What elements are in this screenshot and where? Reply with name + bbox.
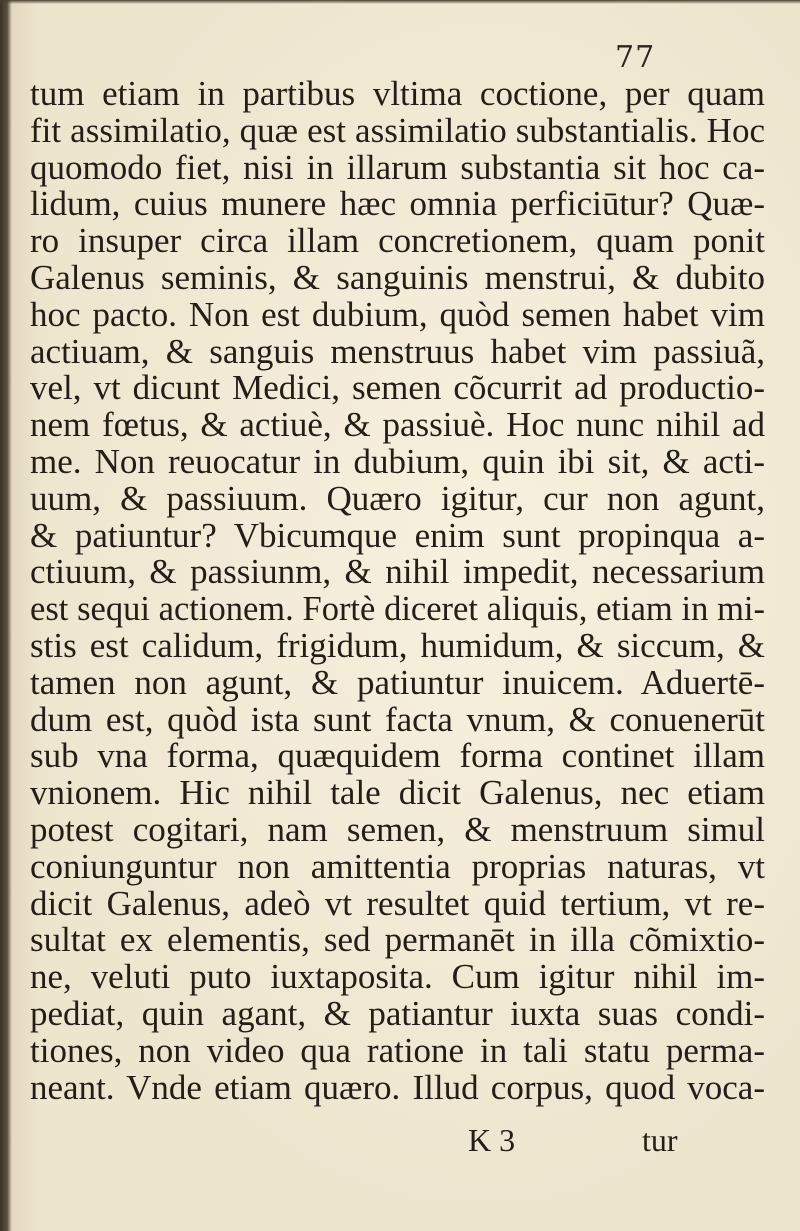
text-line: & patiuntur? Vbicumque enim sunt propinqua a- xyxy=(30,515,765,555)
signature-mark: K 3 xyxy=(468,1122,516,1158)
text-line: dum est, quòd ista sunt facta vnum, & conuenerūt xyxy=(30,699,765,739)
text-line: sub vna forma, quæquidem forma continet illam xyxy=(30,736,765,776)
text-line: neant. Vnde etiam quæro. Illud corpus, quod voca- xyxy=(30,1067,765,1107)
text-line: stis est calidum, frigidum, humidum, & siccum, & xyxy=(30,625,765,665)
text-line: fit assimilatio, quæ est assimilatio substantialis. Hoc xyxy=(30,110,765,150)
text-line: vnionem. Hic nihil tale dicit Galenus, nec etiam xyxy=(30,773,765,813)
text-line: potest cogitari, nam semen, & menstruum simul xyxy=(30,809,765,849)
text-line: lidum, cuius munere hæc omnia perficiūtur? Quæ- xyxy=(30,184,765,224)
text-line: ctiuum, & passiunm, & nihil impedit, necessarium xyxy=(30,552,765,592)
text-line: coniunguntur non amittentia proprias naturas, vt xyxy=(30,846,765,886)
page-footer xyxy=(30,1122,765,1162)
binding-gutter xyxy=(0,0,12,1231)
text-line: sultat ex elementis, sed permanēt in illa cõmixtio- xyxy=(30,920,765,960)
page-number: 77 xyxy=(615,40,656,75)
text-line: me. Non reuocatur in dubium, quin ibi sit, & acti- xyxy=(30,441,765,481)
text-line: tamen non agunt, & patiuntur inuicem. Aduertē- xyxy=(30,662,765,702)
text-line: ne, veluti puto iuxtaposita. Cum igitur nihil im- xyxy=(30,957,765,997)
text-line: quomodo fiet, nisi in illarum substantia sit hoc ca- xyxy=(30,147,765,187)
text-line: pediat, quin agant, & patiantur iuxta suas condi- xyxy=(30,993,765,1033)
text-line: est sequi actionem. Fortè diceret aliquis, etiam in mi- xyxy=(30,590,765,629)
text-line: vel, vt dicunt Medici, semen cõcurrit ad productio- xyxy=(30,368,765,408)
catchword: tur xyxy=(642,1122,678,1158)
text-line: tum etiam in partibus vltima coctione, per quam xyxy=(30,74,765,113)
body-text xyxy=(30,76,765,1106)
text-line: Galenus seminis, & sanguinis menstrui, & dubito xyxy=(30,257,765,297)
text-line: tiones, non video qua ratione in tali statu perma- xyxy=(30,1030,765,1070)
text-line: uum, & passiuum. Quæro igitur, cur non agunt, xyxy=(30,478,765,518)
page-top-edge xyxy=(0,0,800,4)
text-line: ro insuper circa illam concretionem, quam ponit xyxy=(30,221,765,261)
text-line: dicit Galenus, adeò vt resultet quid tertium, vt re- xyxy=(30,883,765,923)
text-line: actiuam, & sanguis menstruus habet vim passiuã, xyxy=(30,331,765,371)
text-line: nem fœtus, & actiuè, & passiuè. Hoc nunc nihil ad xyxy=(30,405,765,445)
text-line: hoc pacto. Non est dubium, quòd semen habet vim xyxy=(30,294,765,334)
